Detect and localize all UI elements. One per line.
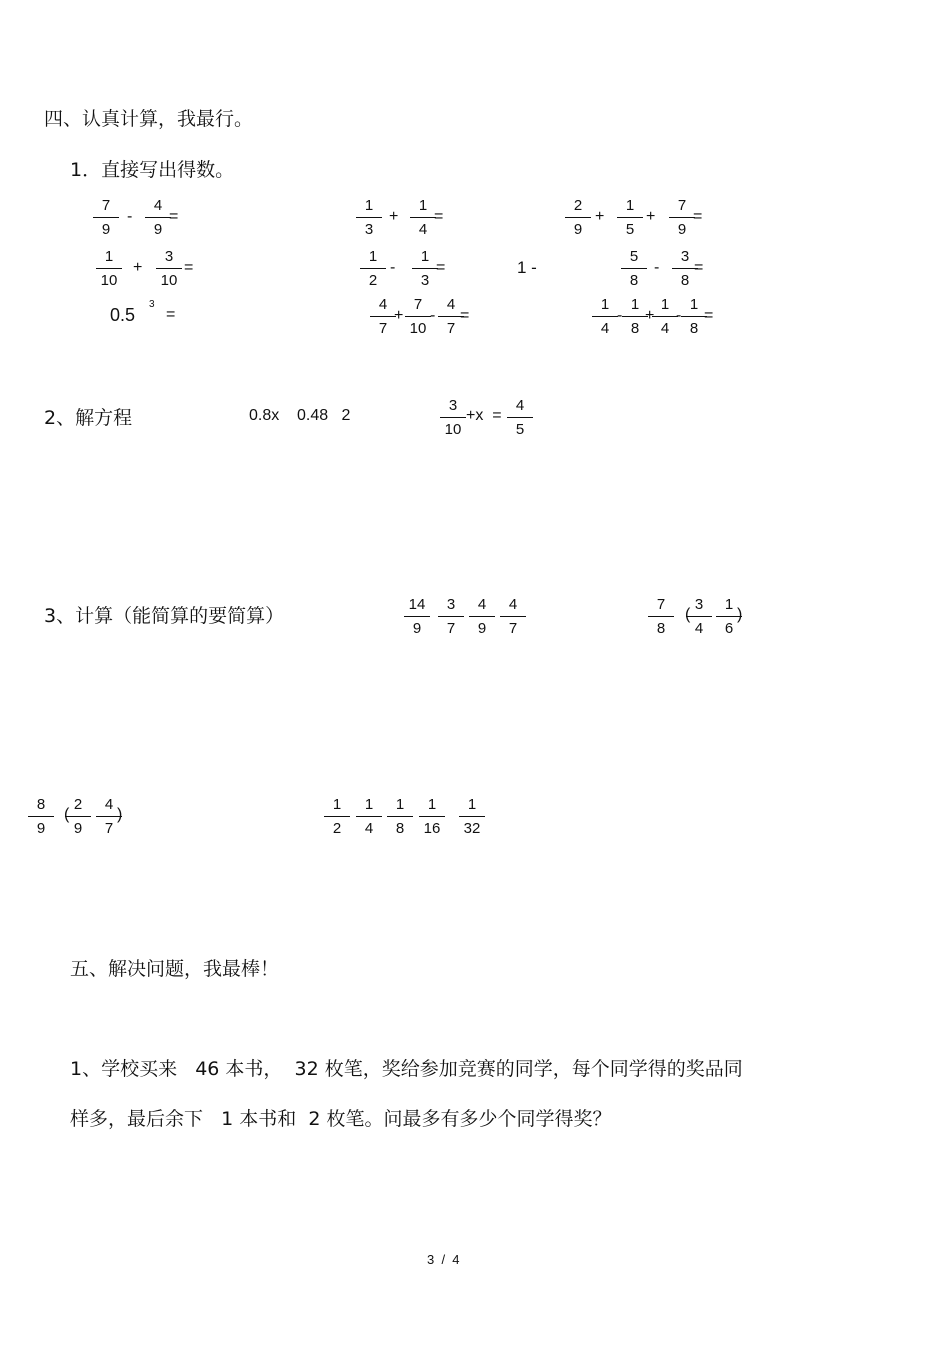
fraction: $\frac{1}{4}$	[592, 296, 618, 337]
fraction: $\frac{1}{4}$	[652, 296, 678, 337]
equals-sign: =	[460, 307, 470, 324]
operator: -	[390, 259, 396, 276]
power-exponent: 3	[149, 299, 155, 310]
right-paren: )	[117, 806, 123, 823]
problem-line-2: 样多，最后余下 1 本书和 2 枚笔。问最多有多少个同学得奖？	[70, 1108, 612, 1130]
q1-title: 1．直接写出得数。	[70, 159, 235, 181]
operator: -	[617, 307, 623, 324]
fraction: $\frac{2}{9}$	[65, 796, 91, 837]
equals-sign: =	[704, 307, 714, 324]
operator: -	[676, 307, 682, 324]
equals-sign: =	[436, 259, 446, 276]
fraction: $\frac{3}{8}$	[672, 248, 698, 289]
fraction: $\frac{4}{7}$	[500, 596, 526, 637]
fraction: $\frac{1}{8}$	[681, 296, 707, 337]
one-minus-prefix: 1 -	[517, 258, 537, 277]
left-paren: (	[685, 606, 691, 623]
operator: +	[595, 208, 605, 225]
operator: +	[389, 208, 399, 225]
fraction: $\frac{1}{4}$	[410, 197, 436, 238]
fraction: $\frac{4}{9}$	[469, 596, 495, 637]
operator: +	[645, 307, 655, 324]
fraction: $\frac{1}{6}$	[716, 596, 742, 637]
fraction: $\frac{2}{9}$	[565, 197, 591, 238]
operator: -	[430, 307, 436, 324]
equals-sign: =	[166, 306, 176, 323]
section4-title: 四、认真计算，我最行。	[44, 108, 254, 130]
fraction: $\frac{7}{9}$	[669, 197, 695, 238]
power-base: 0.5	[110, 305, 136, 325]
equation-1: 0.8x 0.48 2	[249, 407, 351, 424]
fraction: $\frac{1}{3}$	[412, 248, 438, 289]
left-paren: (	[64, 806, 70, 823]
fraction: $\frac{5}{8}$	[621, 248, 647, 289]
fraction: $\frac{1}{2}$	[324, 796, 350, 837]
fraction: $\frac{1}{2}$	[360, 248, 386, 289]
fraction: $\frac{1}{4}$	[356, 796, 382, 837]
fraction: $\frac{3}{10}$	[440, 397, 466, 438]
equals-sign: =	[694, 259, 704, 276]
fraction: $\frac{3}{10}$	[156, 248, 182, 289]
equals-sign: =	[169, 208, 179, 225]
q3-title: 3、计算（能简算的要简算）	[44, 605, 285, 627]
section5-title: 五、解决问题，我最棒！	[70, 958, 280, 980]
fraction: $\frac{1}{5}$	[617, 197, 643, 238]
fraction: $\frac{7}{10}$	[405, 296, 431, 337]
problem-line-1: 1、学校买来 46 本书， 32 枚笔，奖给参加竞赛的同学，每个同学得的奖品同	[70, 1058, 743, 1080]
fraction: $\frac{3}{7}$	[438, 596, 464, 637]
operator: +	[133, 259, 143, 276]
equals-sign: =	[693, 208, 703, 225]
page-number: 3 / 4	[427, 1252, 460, 1267]
operator: +	[394, 307, 404, 324]
fraction: $\frac{4}{5}$	[507, 397, 533, 438]
fraction: $\frac{3}{4}$	[686, 596, 712, 637]
operator: -	[127, 208, 133, 225]
fraction: $\frac{4}{9}$	[145, 197, 171, 238]
operator: -	[654, 259, 660, 276]
fraction: $\frac{4}{7}$	[96, 796, 122, 837]
equals-sign: =	[184, 259, 194, 276]
q2-title: 2、解方程	[44, 407, 133, 429]
fraction: $\frac{1}{3}$	[356, 197, 382, 238]
fraction: $\frac{1}{8}$	[387, 796, 413, 837]
right-paren: )	[737, 606, 743, 623]
fraction: $\frac{7}{9}$	[93, 197, 119, 238]
fraction: $\frac{1}{10}$	[96, 248, 122, 289]
fraction: $\frac{1}{8}$	[622, 296, 648, 337]
fraction: $\frac{4}{7}$	[438, 296, 464, 337]
fraction: $\frac{8}{9}$	[28, 796, 54, 837]
fraction: $\frac{7}{8}$	[648, 596, 674, 637]
equals-sign: =	[434, 208, 444, 225]
fraction: $\frac{4}{7}$	[370, 296, 396, 337]
fraction: $\frac{1}{16}$	[419, 796, 445, 837]
equation-2-middle: +x =	[466, 407, 502, 424]
fraction: $\frac{14}{9}$	[404, 596, 430, 637]
fraction: $\frac{1}{32}$	[459, 796, 485, 837]
operator: +	[646, 208, 656, 225]
